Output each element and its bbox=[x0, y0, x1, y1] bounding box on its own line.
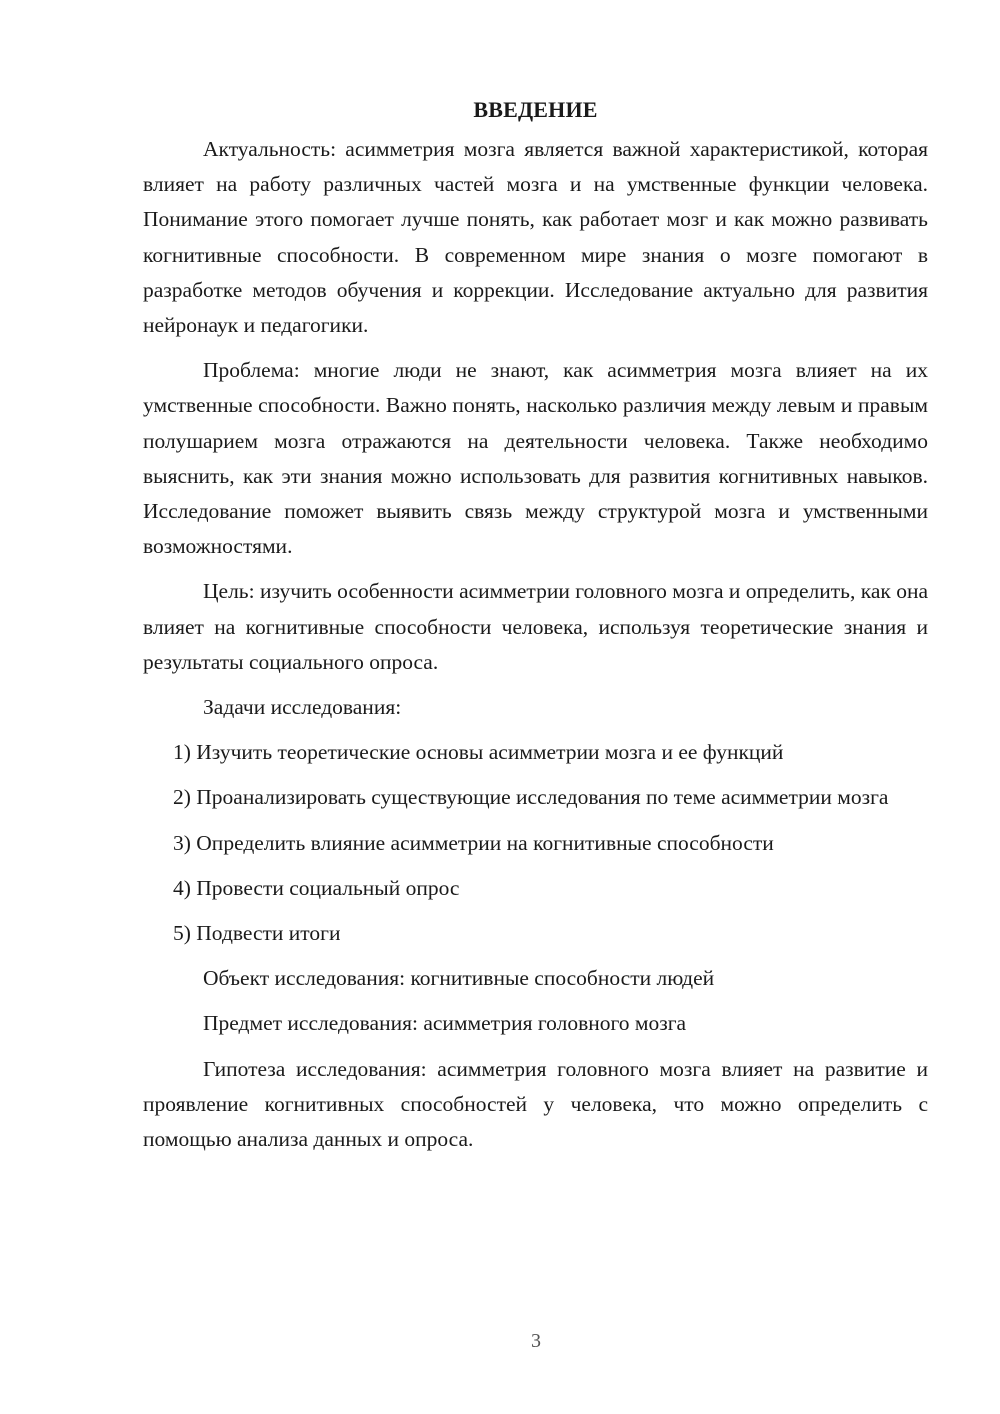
task-item-1: 1) Изучить теоретические основы асимметрии мозга и ее функций bbox=[173, 740, 784, 765]
task-item-5: 5) Подвести итоги bbox=[173, 921, 341, 946]
tasks-heading: Задачи исследования: bbox=[203, 695, 402, 720]
research-object: Объект исследования: когнитивные способности людей bbox=[203, 966, 715, 991]
task-item-3: 3) Определить влияние асимметрии на когнитивные способности bbox=[173, 830, 774, 855]
goal-paragraph: Цель: изучить особенности асимметрии головного мозга и определить, как она влияет на когнитивные способности человека, используя теоретические знания и результаты социального опроса. bbox=[143, 579, 928, 674]
research-subject: Предмет исследования: асимметрия головного мозга bbox=[203, 1011, 687, 1036]
research-hypothesis: Гипотеза исследования: асимметрия головного мозга влияет на развитие и проявление когнитивных способностей у человека, что можно определить с помощью анализа данных и опроса. bbox=[143, 1056, 928, 1152]
task-item-4: 4) Провести социальный опрос bbox=[173, 875, 460, 900]
page-title: ВВЕДЕНИЕ bbox=[473, 97, 598, 122]
task-item-2: 2) Проанализировать существующие исследования по теме асимметрии мозга bbox=[173, 785, 889, 810]
page-number: 3 bbox=[531, 1330, 541, 1352]
document-page bbox=[143, 92, 928, 1167]
relevance-paragraph: Актуальность: асимметрия мозга является важной характеристикой, которая влияет на работу различных частей мозга и на умственные функции человека. Понимание этого помогает лучше понять, как работает мозг и как можно развивать когнитивные способности. В современном мире знания о мозге помогают в разработке методов обучения и коррекции. Исследование актуально для развития нейронаук и педагогики. bbox=[143, 137, 928, 338]
problem-paragraph: Проблема: многие люди не знают, как асимметрия мозга влияет на их умственные способности. Важно понять, насколько различия между левым и правым полушарием мозга отражаются на деятельности человека. Также необходимо выяснить, как эти знания можно использовать для развития когнитивных навыков. Исследование поможет выявить связь между структурой мозга и умственными возможностями. bbox=[143, 358, 928, 559]
